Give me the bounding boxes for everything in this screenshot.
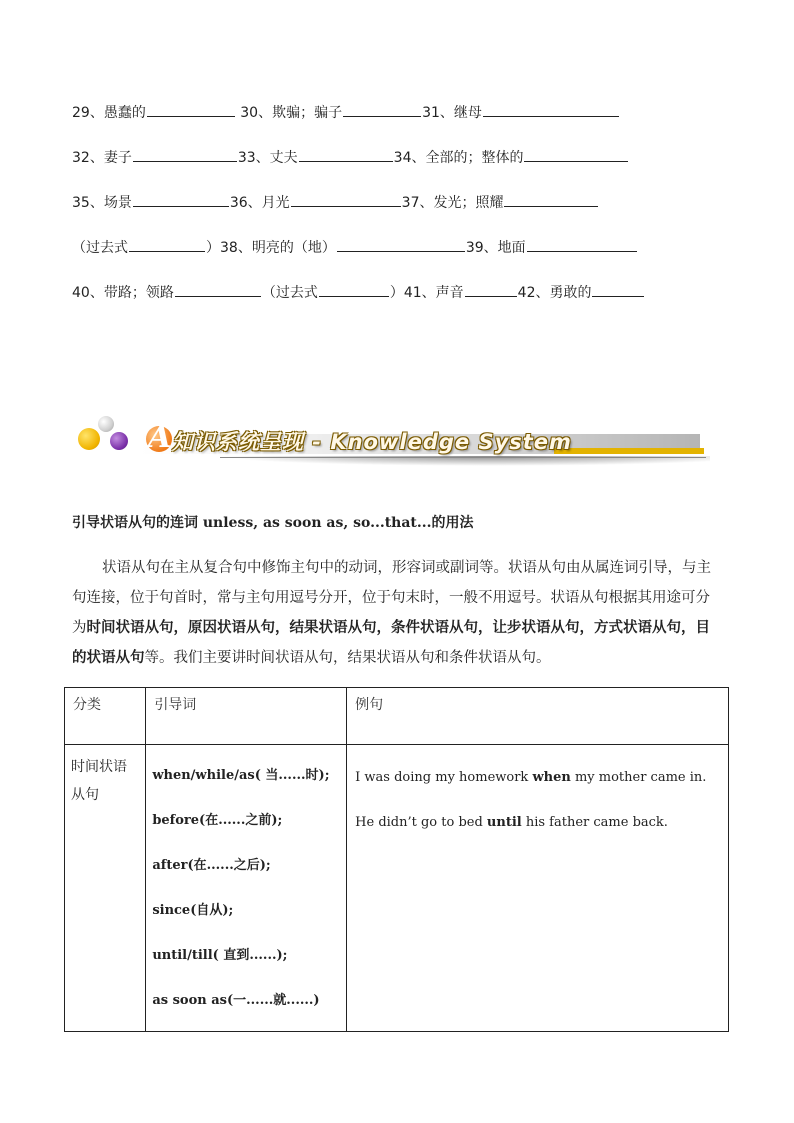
vocab-text: 33、丈夫 bbox=[237, 150, 298, 166]
answer-blank[interactable] bbox=[465, 282, 517, 297]
yellow-circle-icon bbox=[78, 428, 100, 450]
answer-blank[interactable] bbox=[291, 192, 401, 207]
vocab-text: 36、月光 bbox=[229, 195, 290, 211]
vocab-text: 31、继母 bbox=[422, 105, 482, 121]
header-example: 例句 bbox=[347, 688, 729, 745]
answer-blank[interactable] bbox=[133, 147, 237, 162]
conjunction-table bbox=[64, 687, 729, 1032]
badge-letter: A bbox=[148, 420, 172, 455]
example-text: I was doing my homework bbox=[355, 770, 533, 785]
header-category: 分类 bbox=[65, 688, 146, 745]
connector-cell bbox=[146, 745, 347, 1032]
example-sentence bbox=[355, 800, 720, 845]
answer-blank[interactable] bbox=[483, 102, 619, 117]
example-text: He didn’t go to bed bbox=[355, 815, 487, 830]
answer-blank[interactable] bbox=[299, 147, 393, 162]
connector-item: since(自从); bbox=[152, 903, 234, 918]
paragraph-bold-text: 时间状语从句，原因状语从句，结果状语从句，条件状语从句，让步状语从句，方式状语从句，目的状语从句 bbox=[72, 620, 710, 666]
example-sentence bbox=[355, 755, 720, 800]
banner-title: 知识系统呈现 - Knowledge System bbox=[172, 430, 572, 454]
banner-gold-stripe bbox=[554, 448, 704, 454]
answer-blank[interactable] bbox=[133, 192, 229, 207]
example-keyword: when bbox=[532, 770, 571, 785]
vocab-line bbox=[72, 282, 645, 303]
vocab-line bbox=[72, 147, 629, 168]
vocab-text: 32、妻子 bbox=[72, 150, 132, 166]
knowledge-system-banner bbox=[70, 412, 710, 468]
vocab-text: ）38、明亮的（地） bbox=[206, 240, 336, 256]
answer-blank[interactable] bbox=[147, 102, 235, 117]
answer-blank[interactable] bbox=[319, 282, 389, 297]
vocab-text: 40、带路；领路 bbox=[72, 285, 174, 301]
example-text: my mother came in. bbox=[570, 770, 707, 785]
paragraph-text bbox=[72, 560, 711, 666]
intro-paragraph bbox=[72, 553, 724, 673]
answer-blank[interactable] bbox=[527, 237, 637, 252]
section-heading: 引导状语从句的连词 unless, as soon as, so...that...的用法 bbox=[72, 515, 474, 531]
header-connector: 引导词 bbox=[146, 688, 347, 745]
example-keyword: until bbox=[486, 815, 522, 830]
answer-blank[interactable] bbox=[337, 237, 465, 252]
paragraph-text-run: 状语从句在主从复合句中修饰主句中的动词，形容词或副词等。状语从句由从属连词引导，与主句连接，位于句首时，常与主句用逗号分开，位于句末时，一般不用逗号。状语从句根据其用途可分为 bbox=[72, 560, 711, 636]
vocab-text: 30、欺骗；骗子 bbox=[235, 105, 343, 121]
answer-blank[interactable] bbox=[592, 282, 644, 297]
category-cell: 时间状语从句 bbox=[65, 745, 146, 1032]
answer-blank[interactable] bbox=[129, 237, 205, 252]
banner-underline bbox=[220, 457, 706, 458]
vocab-text: 34、全部的；整体的 bbox=[393, 150, 524, 166]
vocab-line bbox=[72, 102, 620, 123]
vocab-line bbox=[72, 237, 638, 258]
answer-blank[interactable] bbox=[343, 102, 421, 117]
purple-circle-icon bbox=[110, 432, 128, 450]
connector-item: as soon as(一......就......) bbox=[152, 993, 320, 1008]
connector-item: before(在......之前); bbox=[152, 813, 283, 828]
connector-item: after(在......之后); bbox=[152, 858, 271, 873]
vocab-text: （过去式 bbox=[261, 285, 318, 301]
answer-blank[interactable] bbox=[175, 282, 261, 297]
vocab-text: 35、场景 bbox=[72, 195, 132, 211]
grey-circle-icon bbox=[98, 416, 114, 432]
table-row bbox=[65, 745, 729, 1032]
vocab-text: ）41、声音 bbox=[389, 285, 464, 301]
example-cell bbox=[347, 745, 729, 1032]
answer-blank[interactable] bbox=[524, 147, 628, 162]
example-text: his father came back. bbox=[521, 815, 668, 830]
vocab-text: 37、发光；照耀 bbox=[401, 195, 504, 211]
connector-item: when/while/as( 当......时); bbox=[152, 768, 330, 783]
paragraph-text-run: 等。我们主要讲时间状语从句，结果状语从句和条件状语从句。 bbox=[144, 650, 551, 666]
vocab-text: 42、勇敢的 bbox=[517, 285, 592, 301]
answer-blank[interactable] bbox=[504, 192, 598, 207]
vocab-text: 29、愚蠢的 bbox=[72, 105, 146, 121]
vocab-line bbox=[72, 192, 599, 213]
connector-item: until/till( 直到......); bbox=[152, 948, 288, 963]
vocab-text: （过去式 bbox=[72, 240, 128, 256]
table-header-row bbox=[65, 688, 729, 745]
vocab-text: 39、地面 bbox=[465, 240, 526, 256]
